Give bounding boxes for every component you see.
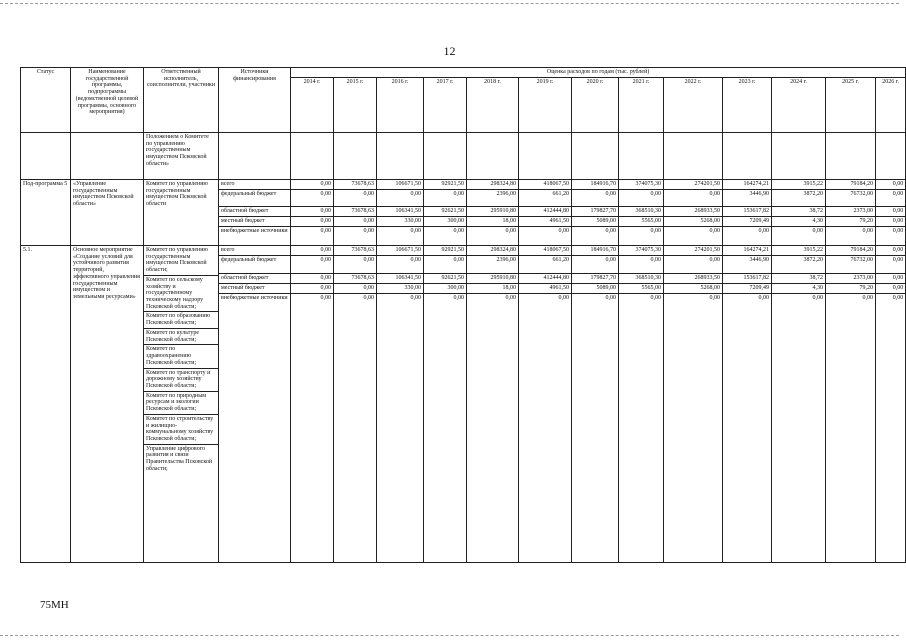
measure-value: 0,00 bbox=[467, 294, 519, 563]
header-estimate: Оценка расходов по годам (тыс. рублей) bbox=[291, 68, 906, 78]
header-year: 2015 г. bbox=[334, 78, 377, 133]
measure-value: 295910,80 bbox=[467, 274, 519, 284]
measure-value: 0,00 bbox=[664, 256, 723, 274]
continuation-status bbox=[21, 133, 71, 180]
measure-value: 38,72 bbox=[772, 274, 826, 284]
measure-name: Основное мероприятие «Создание условий для устойчивого развития территорий, эффективного управления государственным имуществом и земельными ресурсами» bbox=[71, 246, 144, 563]
measure-source: местный бюджет bbox=[219, 284, 291, 294]
measure-value: 76732,00 bbox=[826, 256, 876, 274]
header-year: 2021 г. bbox=[619, 78, 664, 133]
measure-value: 73678,63 bbox=[334, 246, 377, 256]
measure-executor: Комитет по культуре Псковской области; bbox=[144, 329, 218, 345]
continuation-source bbox=[219, 133, 291, 180]
header-year: 2018 г. bbox=[467, 78, 519, 133]
subprogram-value: 0,00 bbox=[291, 190, 334, 207]
measure-value: 3915,22 bbox=[772, 246, 826, 256]
subprogram-value: 0,00 bbox=[291, 217, 334, 227]
measure-value: 0,00 bbox=[334, 294, 377, 563]
subprogram-value: 0,00 bbox=[424, 227, 467, 246]
subprogram-value: 418067,50 bbox=[519, 180, 572, 190]
scan-edge-bottom bbox=[0, 635, 899, 636]
measure-value: 3872,20 bbox=[772, 256, 826, 274]
header-status: Статус bbox=[21, 68, 71, 133]
subprogram-value: 3915,22 bbox=[772, 180, 826, 190]
measure-value: 5565,00 bbox=[619, 284, 664, 294]
measure-value: 2396,00 bbox=[467, 256, 519, 274]
measure-value: 0,00 bbox=[876, 274, 906, 284]
measure-value: 0,00 bbox=[424, 294, 467, 563]
subprogram-value: 106671,50 bbox=[377, 180, 424, 190]
measure-value: 0,00 bbox=[291, 284, 334, 294]
subprogram-value: 0,00 bbox=[424, 190, 467, 207]
measure-value: 0,00 bbox=[619, 294, 664, 563]
subprogram-value: 0,00 bbox=[377, 190, 424, 207]
measure-value: 0,00 bbox=[876, 246, 906, 256]
measure-value: 300,00 bbox=[424, 284, 467, 294]
subprogram-value: 0,00 bbox=[772, 227, 826, 246]
measure-value: 164274,21 bbox=[723, 246, 772, 256]
measure-value: 92621,50 bbox=[424, 274, 467, 284]
header-year: 2024 г. bbox=[772, 78, 826, 133]
measure-value: 412444,80 bbox=[519, 274, 572, 284]
subprogram-value: 295910,80 bbox=[467, 207, 519, 217]
subprogram-value: 5268,00 bbox=[664, 217, 723, 227]
measure-value: 0,00 bbox=[723, 294, 772, 563]
subprogram-value: 412444,80 bbox=[519, 207, 572, 217]
continuation-executor: Положением о Комитете по управлению государственным имуществом Псковской области» bbox=[144, 133, 219, 180]
subprogram-value: 0,00 bbox=[619, 190, 664, 207]
header-sources: Источники финансирования bbox=[219, 68, 291, 133]
subprogram-value: 298324,80 bbox=[467, 180, 519, 190]
subprogram-value: 0,00 bbox=[334, 227, 377, 246]
subprogram-value: 368510,30 bbox=[619, 207, 664, 217]
subprogram-value: 73678,63 bbox=[334, 207, 377, 217]
measure-value: 368510,30 bbox=[619, 274, 664, 284]
measure-value: 0,00 bbox=[876, 294, 906, 563]
subprogram-value: 0,00 bbox=[334, 190, 377, 207]
measure-value: 0,00 bbox=[424, 256, 467, 274]
measure-value: 5089,00 bbox=[572, 284, 619, 294]
subprogram-value: 18,00 bbox=[467, 217, 519, 227]
measure-value: 3446,90 bbox=[723, 256, 772, 274]
subprogram-value: 0,00 bbox=[723, 227, 772, 246]
continuation-name bbox=[71, 133, 144, 180]
measure-value: 0,00 bbox=[826, 294, 876, 563]
header-year: 2023 г. bbox=[723, 78, 772, 133]
measure-value: 0,00 bbox=[334, 284, 377, 294]
measure-executor: Комитет по образованию Псковской области; bbox=[144, 312, 218, 328]
measure-executor: Комитет по управлению государственным имуществом Псковской области; bbox=[144, 246, 218, 276]
subprogram-value: 0,00 bbox=[334, 217, 377, 227]
measure-value: 5268,00 bbox=[664, 284, 723, 294]
header-year: 2014 г. bbox=[291, 78, 334, 133]
subprogram-name: «Управление государственным имуществом Псковской области» bbox=[71, 180, 144, 246]
measure-value: 0,00 bbox=[572, 294, 619, 563]
header-name: Наименование государственной программы, подпрограммы (ведомственной целевой программы, основного мероприятия) bbox=[71, 68, 144, 133]
measure-value: 0,00 bbox=[619, 256, 664, 274]
measure-value: 661,20 bbox=[519, 256, 572, 274]
subprogram-value: 5089,00 bbox=[572, 217, 619, 227]
subprogram-value: 0,00 bbox=[826, 227, 876, 246]
measure-value: 268933,50 bbox=[664, 274, 723, 284]
subprogram-value: 0,00 bbox=[291, 227, 334, 246]
subprogram-value: 0,00 bbox=[876, 190, 906, 207]
subprogram-value: 0,00 bbox=[377, 227, 424, 246]
measure-value: 0,00 bbox=[664, 294, 723, 563]
measure-value: 0,00 bbox=[291, 274, 334, 284]
subprogram-value: 0,00 bbox=[519, 227, 572, 246]
subprogram-value: 164274,21 bbox=[723, 180, 772, 190]
subprogram-value: 106341,50 bbox=[377, 207, 424, 217]
budget-table bbox=[20, 67, 906, 563]
measure-executor: Управление цифрового развития и связи Правительства Псковской области; bbox=[146, 445, 213, 472]
measure-value: 0,00 bbox=[377, 256, 424, 274]
measure-executor: Комитет по сельскому хозяйству и государственному техническому надзору Псковской области; bbox=[144, 276, 218, 313]
subprogram-value: 300,00 bbox=[424, 217, 467, 227]
measure-value: 0,00 bbox=[876, 284, 906, 294]
measure-value: 106671,50 bbox=[377, 246, 424, 256]
subprogram-value: 2396,00 bbox=[467, 190, 519, 207]
measure-executors bbox=[144, 246, 219, 563]
measure-value: 0,00 bbox=[291, 294, 334, 563]
measure-executor: Комитет по строительству и жилищно-коммунальному хозяйству Псковской области; bbox=[144, 415, 218, 445]
measure-source: федеральный бюджет bbox=[219, 256, 291, 274]
subprogram-value: 0,00 bbox=[291, 180, 334, 190]
measure-value: 179827,70 bbox=[572, 274, 619, 284]
subprogram-source: местный бюджет bbox=[219, 217, 291, 227]
subprogram-value: 3872,20 bbox=[772, 190, 826, 207]
subprogram-value: 7209,49 bbox=[723, 217, 772, 227]
header-year: 2016 г. bbox=[377, 78, 424, 133]
measure-value: 7209,49 bbox=[723, 284, 772, 294]
measure-executor: Комитет по здравоохранению Псковской области; bbox=[144, 345, 218, 368]
subprogram-value: 73678,63 bbox=[334, 180, 377, 190]
header-year: 2019 г. bbox=[519, 78, 572, 133]
measure-source: внебюджетные источники bbox=[219, 294, 291, 563]
subprogram-value: 0,00 bbox=[291, 207, 334, 217]
subprogram-value: 0,00 bbox=[572, 227, 619, 246]
measure-value: 106341,50 bbox=[377, 274, 424, 284]
subprogram-value: 0,00 bbox=[572, 190, 619, 207]
measure-value: 298324,80 bbox=[467, 246, 519, 256]
subprogram-value: 0,00 bbox=[876, 217, 906, 227]
measure-value: 92921,50 bbox=[424, 246, 467, 256]
subprogram-value: 374075,30 bbox=[619, 180, 664, 190]
subprogram-value: 3446,90 bbox=[723, 190, 772, 207]
measure-value: 4961,50 bbox=[519, 284, 572, 294]
subprogram-value: 268933,50 bbox=[664, 207, 723, 217]
subprogram-value: 0,00 bbox=[664, 190, 723, 207]
document-code: 75МН bbox=[40, 599, 69, 611]
subprogram-executor: Комитет по управлению государственным имуществом Псковской области bbox=[144, 180, 219, 246]
subprogram-value: 38,72 bbox=[772, 207, 826, 217]
header-year: 2026 г. bbox=[876, 78, 906, 133]
measure-value: 0,00 bbox=[519, 294, 572, 563]
measure-value: 418067,50 bbox=[519, 246, 572, 256]
subprogram-value: 0,00 bbox=[876, 227, 906, 246]
subprogram-value: 79,20 bbox=[826, 217, 876, 227]
subprogram-source: федеральный бюджет bbox=[219, 190, 291, 207]
subprogram-value: 5565,00 bbox=[619, 217, 664, 227]
measure-value: 184916,70 bbox=[572, 246, 619, 256]
measure-source: областной бюджет bbox=[219, 274, 291, 284]
header-year: 2025 г. bbox=[826, 78, 876, 133]
subprogram-value: 0,00 bbox=[619, 227, 664, 246]
measure-source: всего bbox=[219, 246, 291, 256]
measure-value: 0,00 bbox=[377, 294, 424, 563]
subprogram-value: 2373,00 bbox=[826, 207, 876, 217]
measure-value: 274201,50 bbox=[664, 246, 723, 256]
measure-value: 0,00 bbox=[334, 256, 377, 274]
measure-value: 0,00 bbox=[572, 256, 619, 274]
subprogram-status: Под-программа 5 bbox=[21, 180, 71, 246]
subprogram-value: 274201,50 bbox=[664, 180, 723, 190]
subprogram-value: 0,00 bbox=[467, 227, 519, 246]
measure-value: 79184,20 bbox=[826, 246, 876, 256]
measure-value: 4,30 bbox=[772, 284, 826, 294]
measure-value: 79,20 bbox=[826, 284, 876, 294]
subprogram-value: 179827,70 bbox=[572, 207, 619, 217]
measure-value: 0,00 bbox=[876, 256, 906, 274]
subprogram-source: внебюджетные источники bbox=[219, 227, 291, 246]
subprogram-value: 661,20 bbox=[519, 190, 572, 207]
header-year: 2020 г. bbox=[572, 78, 619, 133]
measure-value: 374075,30 bbox=[619, 246, 664, 256]
subprogram-value: 76732,00 bbox=[826, 190, 876, 207]
measure-value: 2373,00 bbox=[826, 274, 876, 284]
subprogram-value: 0,00 bbox=[876, 180, 906, 190]
measure-value: 73678,63 bbox=[334, 274, 377, 284]
subprogram-source: всего bbox=[219, 180, 291, 190]
measure-value: 0,00 bbox=[291, 246, 334, 256]
measure-value: 0,00 bbox=[291, 256, 334, 274]
subprogram-value: 92621,50 bbox=[424, 207, 467, 217]
header-executors: Ответственный исполнитель, соисполнители, участники bbox=[144, 68, 219, 133]
subprogram-value: 0,00 bbox=[876, 207, 906, 217]
measure-status: 5.1. bbox=[21, 246, 71, 563]
subprogram-value: 4,30 bbox=[772, 217, 826, 227]
page-number: 12 bbox=[443, 44, 456, 58]
subprogram-value: 4961,50 bbox=[519, 217, 572, 227]
header-year: 2022 г. bbox=[664, 78, 723, 133]
subprogram-source: областной бюджет bbox=[219, 207, 291, 217]
measure-value: 0,00 bbox=[772, 294, 826, 563]
header-year: 2017 г. bbox=[424, 78, 467, 133]
subprogram-value: 184916,70 bbox=[572, 180, 619, 190]
subprogram-value: 153617,82 bbox=[723, 207, 772, 217]
measure-executor: Комитет по транспорту и дорожному хозяйству Псковской области; bbox=[144, 369, 218, 392]
subprogram-value: 79184,20 bbox=[826, 180, 876, 190]
measure-value: 153617,82 bbox=[723, 274, 772, 284]
measure-value: 330,00 bbox=[377, 284, 424, 294]
measure-value: 18,00 bbox=[467, 284, 519, 294]
subprogram-value: 0,00 bbox=[664, 227, 723, 246]
scan-edge-top bbox=[0, 3, 899, 4]
subprogram-value: 330,00 bbox=[377, 217, 424, 227]
subprogram-value: 92921,50 bbox=[424, 180, 467, 190]
measure-executor: Комитет по природным ресурсам и экологии Псковской области; bbox=[144, 392, 218, 415]
